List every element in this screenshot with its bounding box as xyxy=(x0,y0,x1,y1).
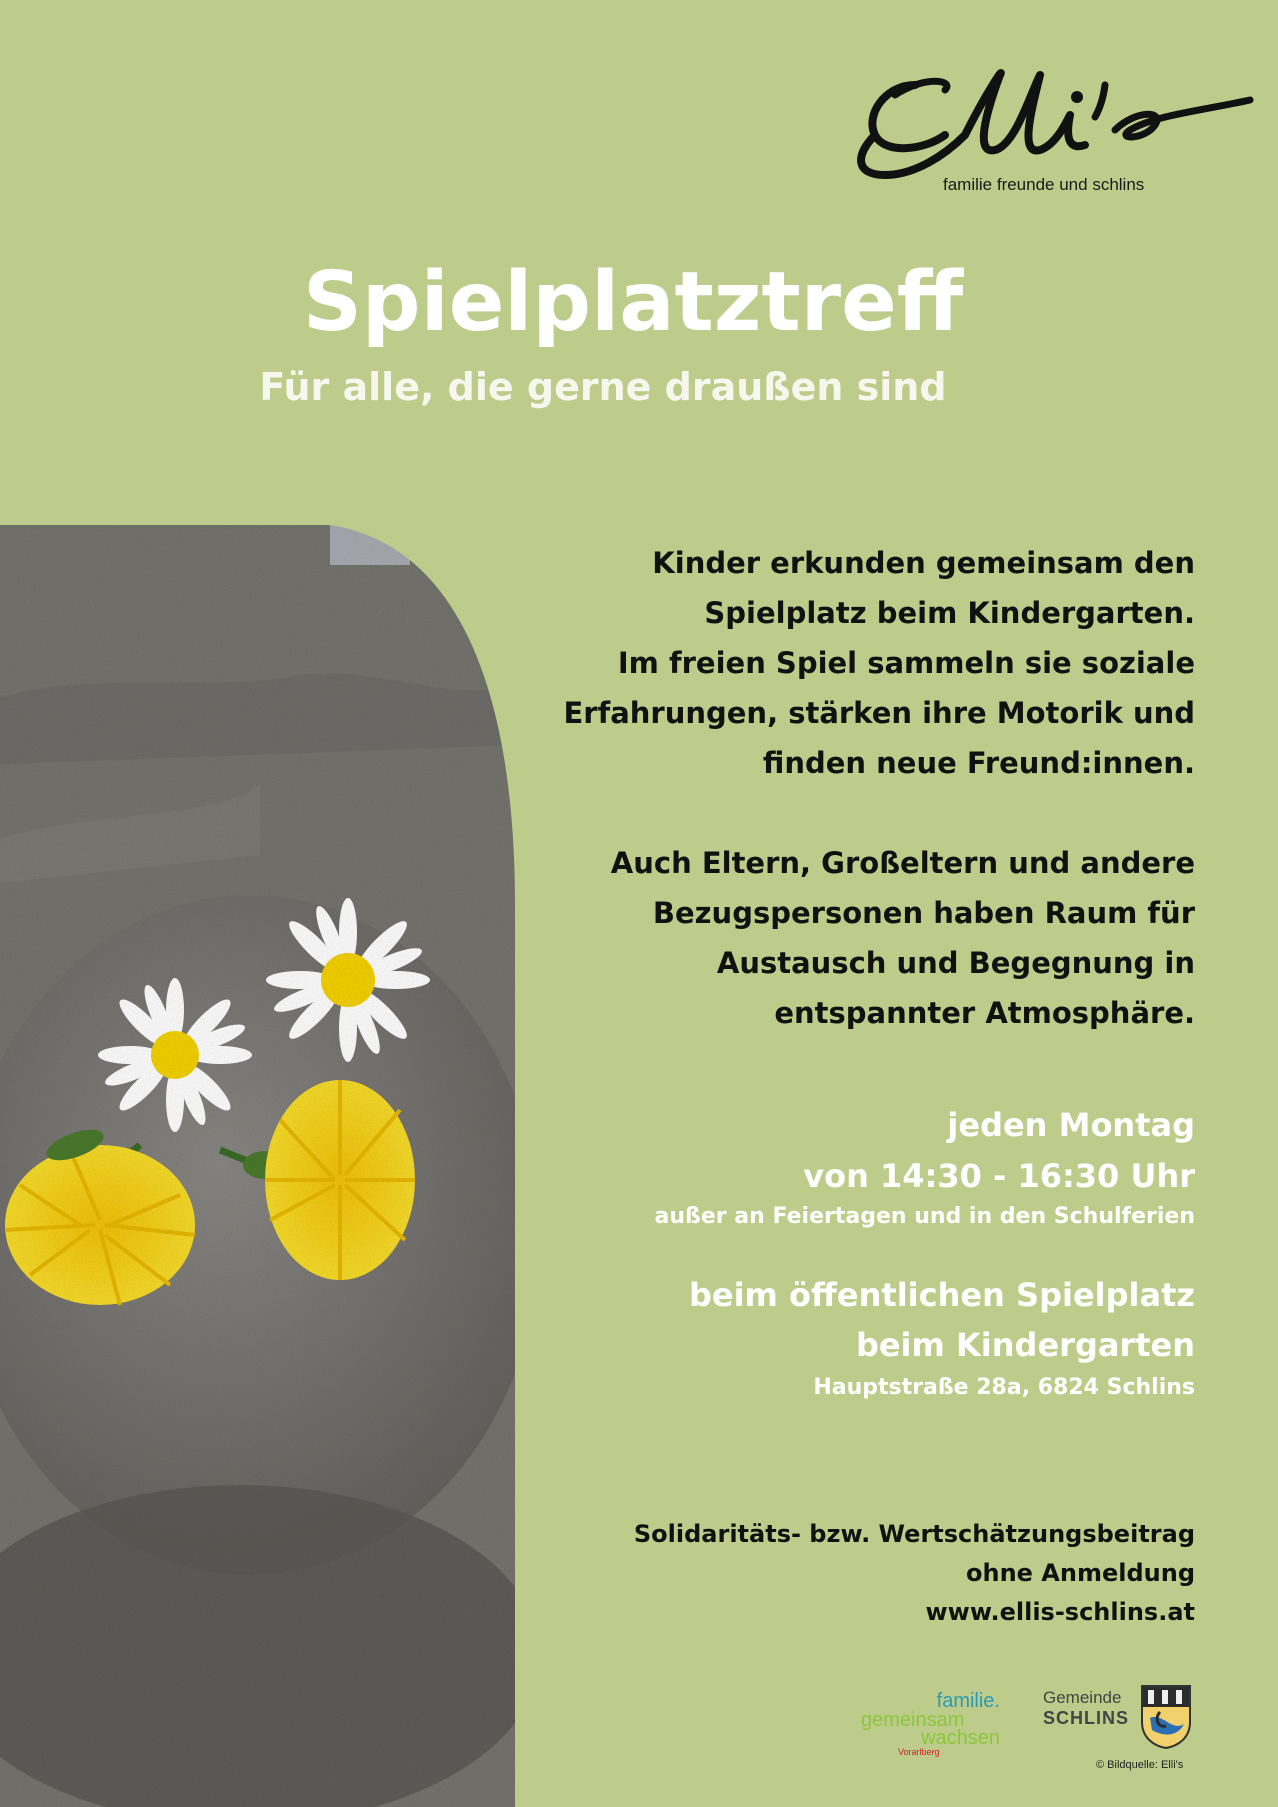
parents-line: entspannter Atmosphäre. xyxy=(774,996,1195,1030)
location-line1: beim öffentlichen Spielplatz xyxy=(688,1276,1195,1314)
intro-line: Erfahrungen, stärken ihre Motorik und xyxy=(563,696,1195,730)
parents-paragraph xyxy=(540,838,1195,1038)
gemeinde-label: Gemeinde xyxy=(1043,1688,1122,1707)
page-title: Spielplatztreff xyxy=(302,255,964,350)
familie-gemeinsam-wachsen-logo xyxy=(858,1690,1008,1760)
parents-line: Auch Eltern, Großeltern und andere xyxy=(610,846,1195,880)
sponsor-vorarlberg-text: Vorarlberg xyxy=(898,1747,940,1757)
registration-text: ohne Anmeldung xyxy=(966,1559,1195,1587)
ellis-logo xyxy=(855,55,1255,205)
schedule-day: jeden Montag xyxy=(947,1106,1195,1144)
schedule-time: von 14:30 - 16:30 Uhr xyxy=(803,1157,1195,1195)
page-subtitle: Für alle, die gerne draußen sind xyxy=(259,365,947,409)
sand-flowers-photo xyxy=(0,525,515,1807)
parents-line: Bezugspersonen haben Raum für xyxy=(652,896,1195,930)
info-block xyxy=(540,1515,1195,1632)
intro-line: Kinder erkunden gemeinsam den xyxy=(652,546,1195,580)
gemeinde-schlins-logo xyxy=(1043,1684,1193,1754)
location xyxy=(540,1270,1195,1370)
schlins-label: SCHLINS xyxy=(1043,1708,1130,1728)
website-link[interactable]: www.ellis-schlins.at xyxy=(925,1598,1195,1626)
image-credit: © Bildquelle: Elli's xyxy=(1096,1759,1184,1771)
sponsor-gemeinsam-text: gemeinsam xyxy=(861,1709,965,1731)
crest-icon xyxy=(1140,1684,1192,1750)
schedule xyxy=(540,1100,1195,1202)
sponsor-familie-text: familie. xyxy=(936,1690,1000,1712)
location-address: Hauptstraße 28a, 6824 Schlins xyxy=(813,1375,1195,1400)
fee-text: Solidaritäts- bzw. Wertschätzungsbeitrag xyxy=(633,1520,1195,1548)
logo-tagline: familie freunde und schlins xyxy=(943,175,1145,194)
intro-line: Spielplatz beim Kindergarten. xyxy=(704,596,1195,630)
intro-line: finden neue Freund:innen. xyxy=(762,746,1195,780)
parents-line: Austausch und Begegnung in xyxy=(716,946,1195,980)
intro-paragraph xyxy=(540,538,1195,788)
logo-script-graphic xyxy=(855,55,1255,185)
intro-line: Im freien Spiel sammeln sie soziale xyxy=(617,646,1195,680)
location-line2: beim Kindergarten xyxy=(855,1326,1195,1364)
sponsor-wachsen-text: wachsen xyxy=(921,1727,1000,1749)
schedule-note: außer an Feiertagen und in den Schulferien xyxy=(654,1204,1195,1229)
